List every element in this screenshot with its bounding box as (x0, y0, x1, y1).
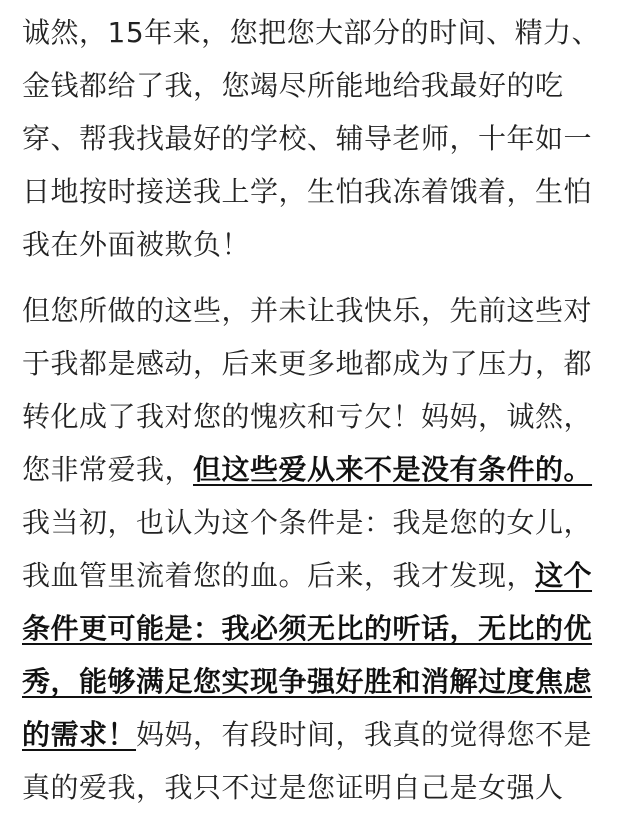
emphasized-text: 秀，能够满足您实现争强好胜和消解过度焦虑 (22, 665, 593, 698)
text-line: 于我都是感动，后来更多地都成为了压力，都 (22, 347, 593, 380)
emphasized-text: 条件更可能是：我必须无比的听话，无比的优 (22, 612, 593, 645)
text-line: 日地按时接送我上学，生怕我冻着饿着，生怕 (22, 175, 593, 208)
text-line: 我当初，也认为这个条件是：我是您的女儿， (22, 506, 593, 539)
paragraph-1 (22, 6, 626, 271)
text-line: 转化成了我对您的愧疚和亏欠！妈妈，诚然， (22, 400, 593, 433)
emphasized-text: 但这些爱从来不是没有条件的。 (193, 453, 593, 486)
text-line (22, 655, 626, 708)
text-line: 真的爱我，我只不过是您证明自己是女强人 (22, 771, 564, 804)
text-line: 我在外面被欺负！ (22, 228, 251, 261)
plain-text: 我血管里流着您的血。后来，我才发现， (22, 559, 536, 592)
text-line: 穿、帮我找最好的学校、辅导老师，十年如一 (22, 122, 593, 155)
text-line (22, 549, 626, 602)
text-line: 诚然，15年来，您把您大部分的时间、精力、 (22, 16, 601, 49)
paragraph-2 (22, 284, 626, 814)
text-line (22, 708, 626, 761)
text-line: 但您所做的这些，并未让我快乐，先前这些对 (22, 294, 593, 327)
emphasized-text: 的需求！ (22, 718, 137, 751)
emphasized-text: 这个 (535, 559, 593, 592)
text-line (22, 602, 626, 655)
plain-text: 妈妈，有段时间，我真的觉得您不是 (136, 718, 593, 751)
text-line (22, 443, 626, 496)
plain-text: 您非常爱我， (22, 453, 194, 486)
text-line: 金钱都给了我，您竭尽所能地给我最好的吃 (22, 69, 564, 102)
